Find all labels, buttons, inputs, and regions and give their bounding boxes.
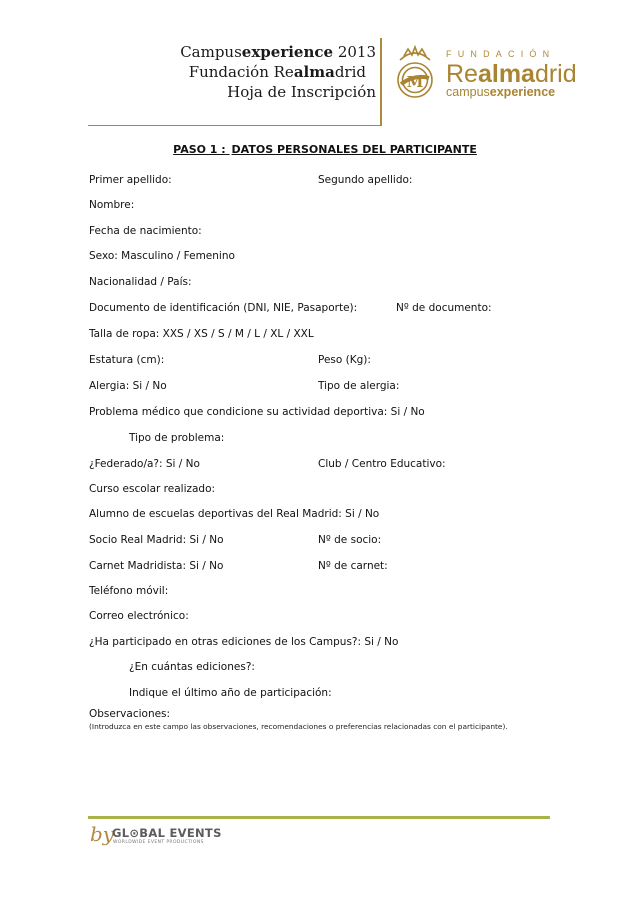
field-label: Nacionalidad / País: <box>89 276 192 288</box>
form-field-row <box>89 458 446 474</box>
field-label: Estatura (cm): <box>89 354 165 366</box>
field-label-secondary: Peso (Kg): <box>318 354 371 366</box>
form-field-row <box>89 250 235 266</box>
field-label-secondary: Segundo apellido: <box>318 174 413 186</box>
field-label: Problema médico que condicione su actividad deportiva: Si / No <box>89 406 425 418</box>
header-divider <box>380 38 382 126</box>
field-label-secondary: Tipo de alergia: <box>318 380 400 392</box>
section-title: PASO 1 : DATOS PERSONALES DEL PARTICIPANTE <box>173 143 477 156</box>
field-label-secondary: Nº de carnet: <box>318 560 388 572</box>
field-label: Sexo: Masculino / Femenino <box>89 250 235 262</box>
footer-rule <box>88 816 550 819</box>
form-field-row <box>89 380 400 396</box>
field-label-secondary: Nº de documento: <box>396 302 492 314</box>
form-field-row <box>89 585 168 601</box>
field-label: Primer apellido: <box>89 174 172 186</box>
form-field-row <box>89 636 398 652</box>
form-field-row <box>89 225 202 241</box>
form-field-row <box>89 302 492 318</box>
foundation-logo <box>446 49 577 99</box>
field-label: Tipo de problema: <box>129 432 225 444</box>
logo-tagline: WORLDWIDE EVENT PRODUCTIONS <box>113 840 204 845</box>
header-rule <box>88 125 380 126</box>
form-field-row <box>89 483 215 499</box>
field-label: Correo electrónico: <box>89 610 189 622</box>
form-field-row <box>89 610 189 626</box>
form-field-row <box>89 354 371 370</box>
field-label: Carnet Madridista: Si / No <box>89 560 224 572</box>
field-label: Talla de ropa: XXS / XS / S / M / L / XL / XXL <box>89 328 314 340</box>
field-label: ¿En cuántas ediciones?: <box>129 661 255 673</box>
field-label-secondary: Club / Centro Educativo: <box>318 458 446 470</box>
field-label: Documento de identificación (DNI, NIE, Pasaporte): <box>89 302 358 314</box>
field-label: Socio Real Madrid: Si / No <box>89 534 224 546</box>
form-field-row <box>89 276 192 292</box>
form-field-row <box>129 661 255 677</box>
form-field-row <box>89 508 379 524</box>
logo-by: by <box>90 822 115 846</box>
form-field-row <box>129 432 224 448</box>
field-label: Curso escolar realizado: <box>89 483 216 495</box>
form-field-row <box>89 534 382 550</box>
form-field-row <box>89 406 425 422</box>
form-field-row <box>89 199 134 215</box>
header-line-3: Hoja de Inscripción <box>227 83 376 101</box>
header-line-1: Campusexperience 2013 <box>180 43 376 61</box>
field-label: ¿Federado/a?: Si / No <box>89 458 200 470</box>
header-line-2: Fundación Realmadrid <box>188 63 366 81</box>
field-label-secondary: Nº de socio: <box>318 534 382 546</box>
observations-note: (Introduzca en este campo las observaciones, recomendaciones o preferencias relacionadas con el participante). <box>89 722 508 731</box>
field-label: Alergia: Si / No <box>89 380 167 392</box>
svg-text:M: M <box>406 73 424 91</box>
form-field-row <box>129 687 332 703</box>
form-field-row <box>89 560 388 576</box>
field-label: Alumno de escuelas deportivas del Real Madrid: Si / No <box>89 508 380 520</box>
logo-brand: GL⊙BAL EVENTS <box>112 826 222 840</box>
crest-icon <box>392 44 438 104</box>
field-label: Indique el último año de participación: <box>129 687 332 699</box>
form-field-row <box>89 174 413 190</box>
field-label: Fecha de nacimiento: <box>89 225 202 237</box>
form-field-row <box>89 328 314 344</box>
logo-name: Realmadrid <box>446 60 577 88</box>
logo-foundation-word: FUNDACIÓN <box>446 49 556 59</box>
field-label: ¿Ha participado en otras ediciones de los Campus?: Si / No <box>89 636 399 648</box>
logo-sub: campusexperience <box>446 85 556 99</box>
header-text <box>180 42 376 102</box>
field-label: Nombre: <box>89 199 135 211</box>
field-label: Observaciones: <box>89 708 171 720</box>
field-label: Teléfono móvil: <box>89 585 169 597</box>
